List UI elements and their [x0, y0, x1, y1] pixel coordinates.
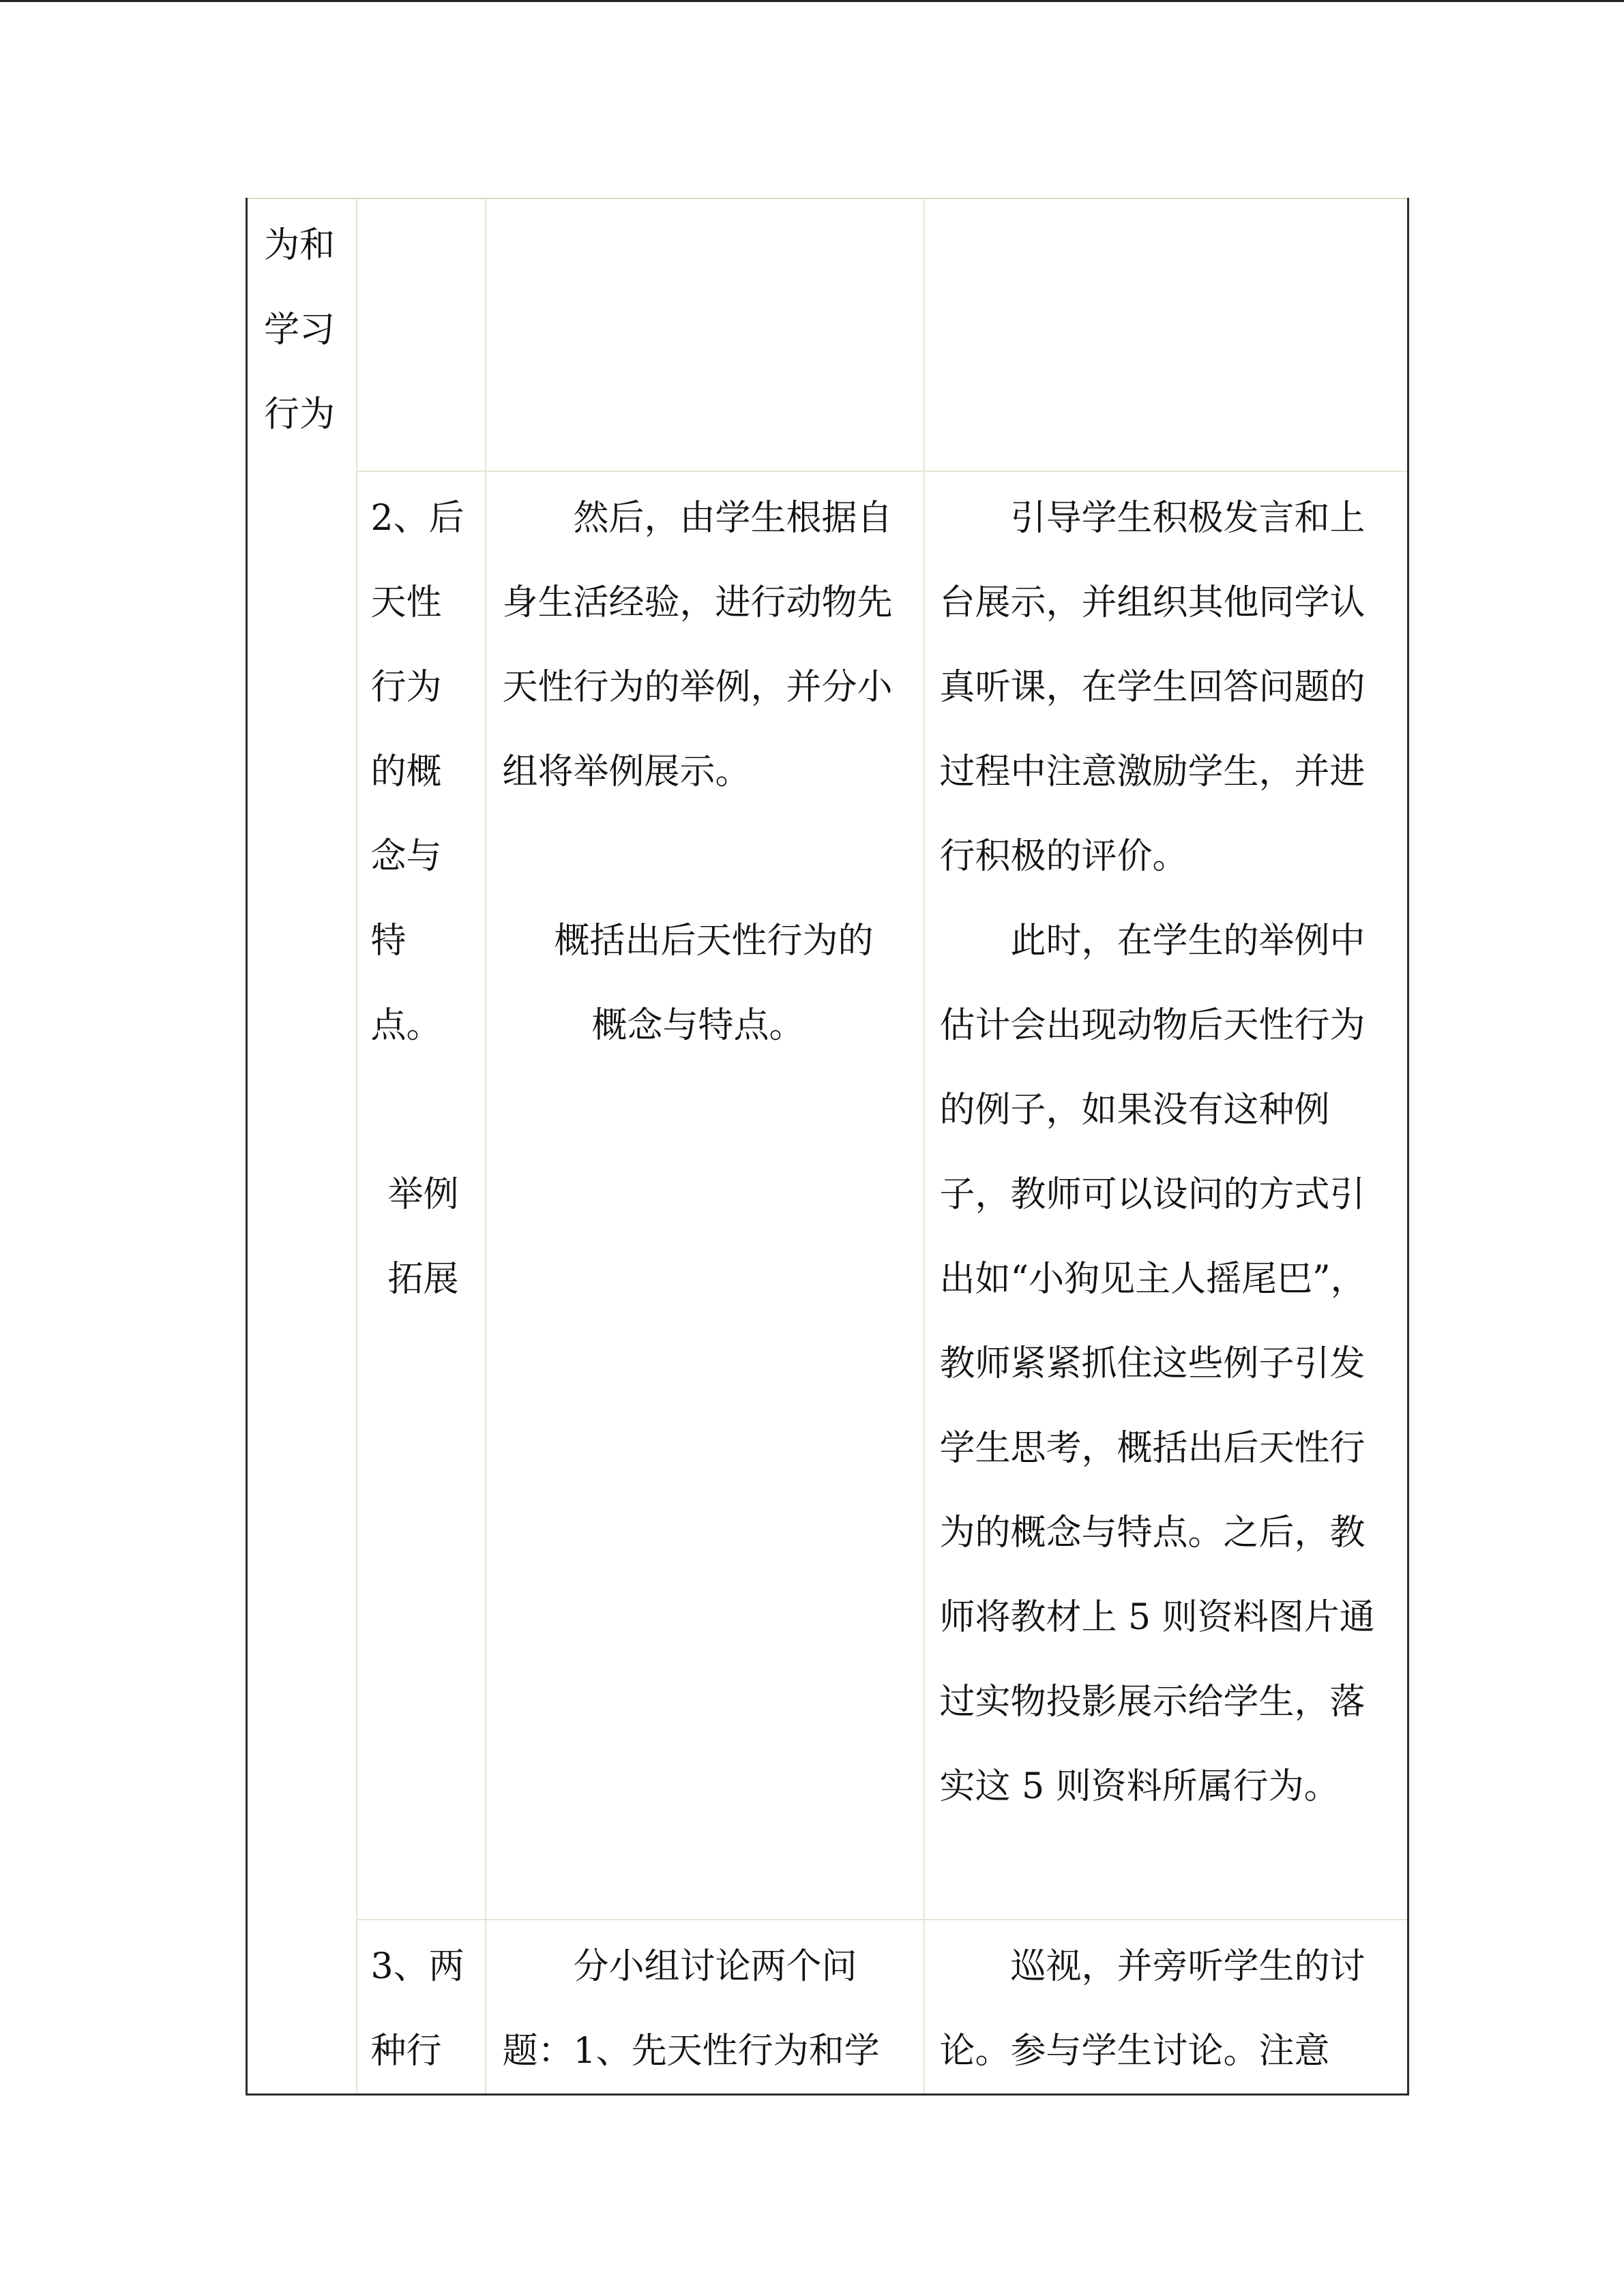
- student-activity-summary-1: 概括出后天性行为的: [554, 921, 874, 961]
- lesson-plan-table: [246, 198, 1409, 2096]
- teacher-activity-text-2: 此时，在学生的举例中估计会出现动物后天性行为的例子，如果没有这种例子，教师可以设问的方式引出如“小狗见主人摇尾巴”，教师紧紧抓住这些例子引发学生思考，概括出后天性行为的概念与特点。之后，教师将教材上 5 则资料图片通过实物投影展示给学生，落实这 5 则资料所属行为。: [939, 921, 1375, 1807]
- topic-cell: [357, 471, 486, 1920]
- topic-title: 2、后 天性 行为 的概 念与 特 点。: [370, 498, 464, 1046]
- student-activity-text: 然后，由学生根据自身生活经验，进行动物先天性行为的举例，并分小组将举例展示。: [502, 498, 893, 792]
- student-activity-text: 分小组讨论两个问题：1、先天性行为和学: [502, 1946, 880, 2072]
- table-row: [247, 1920, 1408, 2095]
- teacher-activity-cell-empty: [924, 198, 1408, 471]
- student-activity-cell: [486, 1920, 924, 2095]
- student-activity-summary-2: 概念与特点。: [591, 1005, 805, 1046]
- table-row: [247, 471, 1408, 1920]
- topic-sub-label: 举例 拓展: [387, 1174, 459, 1300]
- page-top-rule: [0, 0, 1624, 2]
- teacher-activity-cell: [924, 1920, 1408, 2095]
- stage-label: 为和 学习 行为: [264, 225, 336, 435]
- student-activity-cell-empty: [486, 198, 924, 471]
- teacher-activity-cell: [924, 471, 1408, 1920]
- topic-cell-empty: [357, 198, 486, 471]
- stage-cell: [247, 198, 357, 2095]
- table-row: [247, 198, 1408, 471]
- topic-cell: [357, 1920, 486, 2095]
- teacher-activity-text: 巡视，并旁听学生的讨论。参与学生讨论。注意: [939, 1946, 1365, 2072]
- teacher-activity-text-1: 引导学生积极发言和上台展示，并组织其他同学认真听课，在学生回答问题的过程中注意激励学生，并进行积极的评价。: [939, 498, 1365, 877]
- student-activity-cell: [486, 471, 924, 1920]
- topic-title: 3、两 种行: [370, 1946, 464, 2072]
